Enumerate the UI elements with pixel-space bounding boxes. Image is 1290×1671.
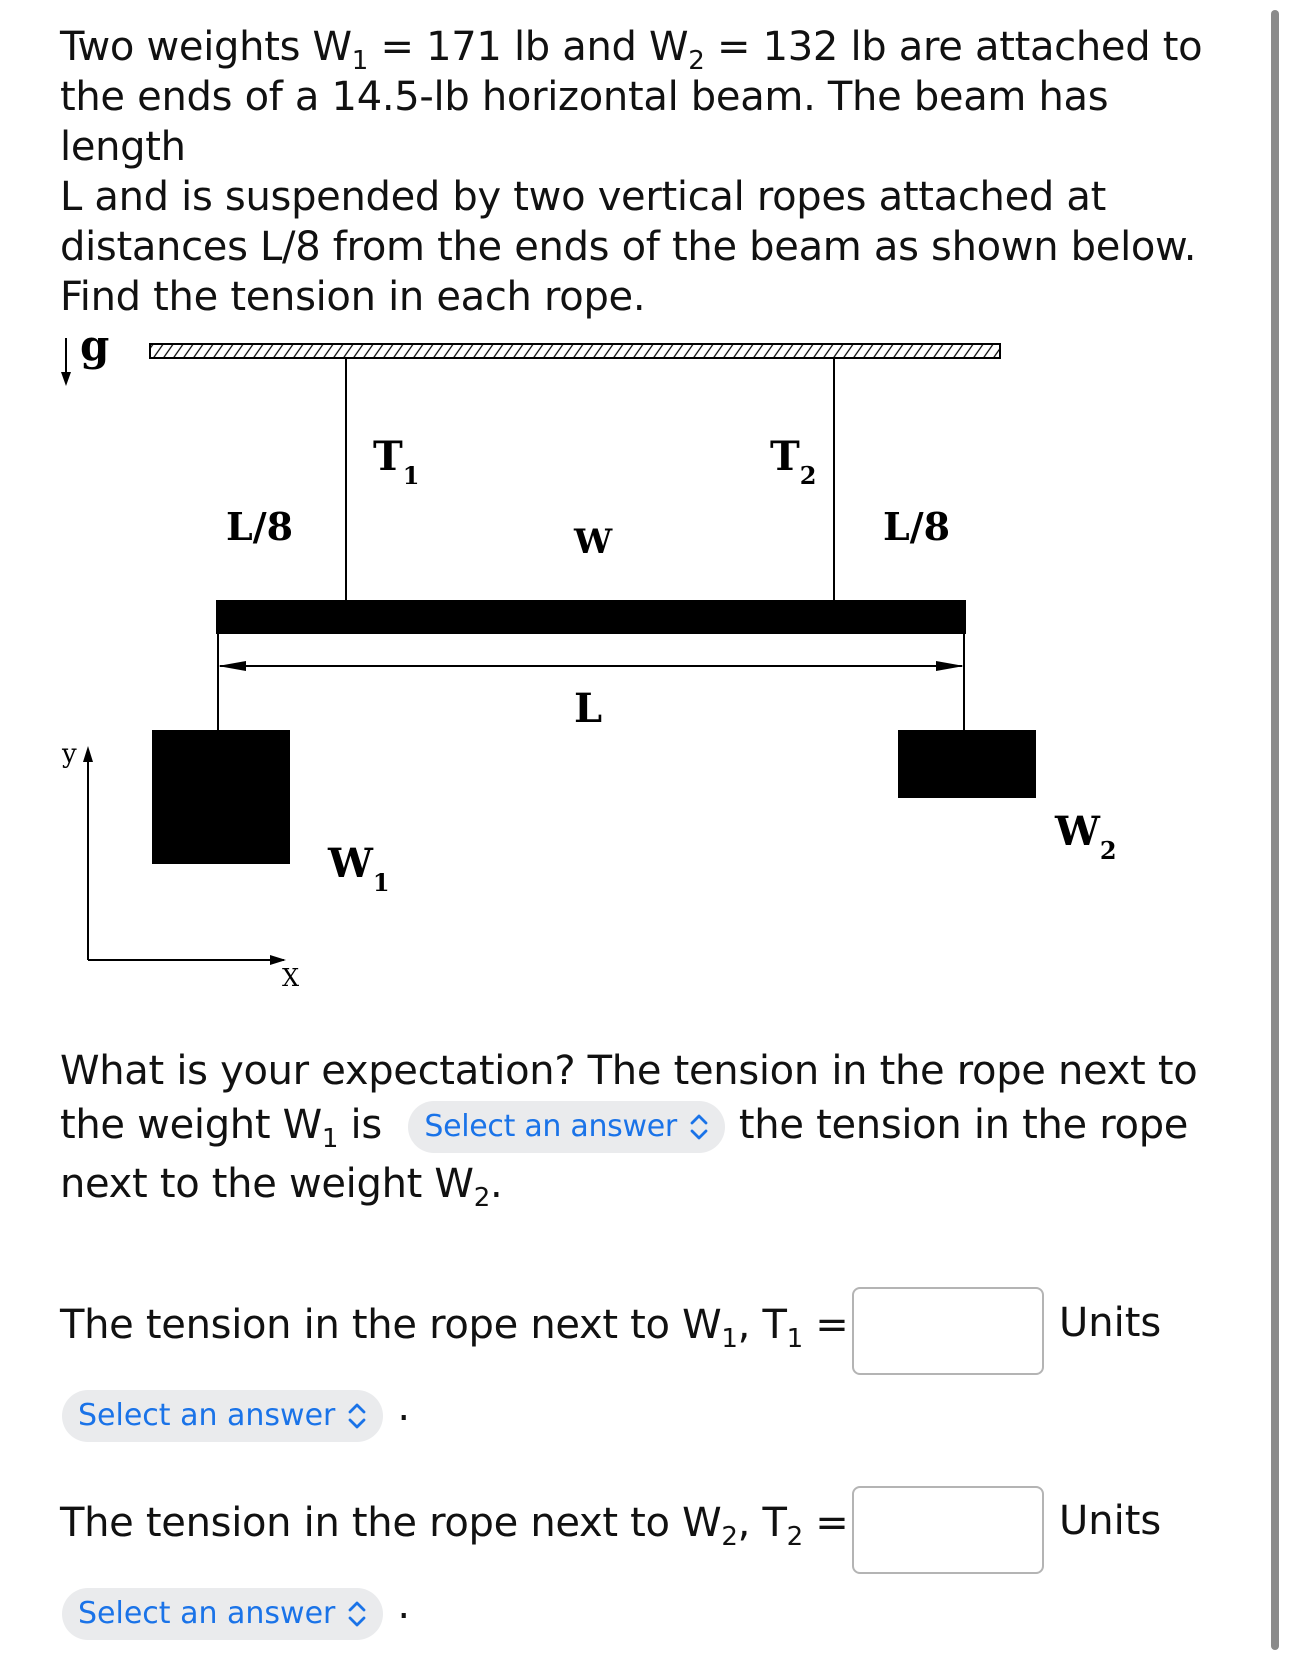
- problem-line-2: the ends of a 14.5-lb horizontal beam. The beam has length: [60, 74, 1109, 170]
- t1-question: The tension in the rope next to $W_1$, $T_1$ =: [60, 1302, 849, 1354]
- beam-weight-label: W: [574, 522, 613, 562]
- problem-statement: [60, 22, 1240, 322]
- t1-units-row: [62, 1384, 410, 1442]
- expectation-line-2: the weight $W_1$ is Select an answer the tension in the rope: [60, 1102, 1189, 1154]
- t1-units-label: Units: [1059, 1300, 1162, 1346]
- t1-label: $T_1$: [373, 433, 420, 490]
- chevron-up-down-icon: [347, 1401, 367, 1431]
- w1-label: $W_1$: [328, 840, 390, 897]
- chevron-up-down-icon: [347, 1599, 367, 1629]
- y-axis-arrowhead: [83, 746, 93, 762]
- beam: [216, 600, 966, 634]
- gravity-arrowhead: [61, 372, 71, 386]
- t2-question: The tension in the rope next to $W_2$, $T_2$ =: [60, 1500, 849, 1552]
- x-axis-label: X: [282, 964, 300, 992]
- t2-units-row: [62, 1582, 410, 1640]
- right-distance-label: L/8: [883, 504, 951, 549]
- t2-units-label: Units: [1059, 1498, 1162, 1544]
- length-arrowhead-left: [218, 661, 246, 671]
- problem-line-5: Find the tension in each rope.: [60, 274, 646, 320]
- length-label: L: [574, 685, 603, 732]
- t2-label: $T_2$: [770, 433, 817, 490]
- problem-line-1: Two weights $W_1 = 171$ lb and $W_2 = 132$ lb are attached to: [60, 24, 1203, 76]
- beam-diagram: [0, 330, 1270, 1010]
- problem-line-3: L and is suspended by two vertical ropes attached at: [60, 174, 1106, 220]
- t1-answer-input[interactable]: [852, 1287, 1044, 1375]
- scrollbar[interactable]: [1271, 10, 1279, 1650]
- problem-line-4: distances L/8 from the ends of the beam as shown below.: [60, 224, 1197, 270]
- w2-label: $W_2$: [1055, 808, 1117, 865]
- ceiling: [150, 344, 1000, 358]
- t2-answer-input[interactable]: [852, 1486, 1044, 1574]
- expectation-line-3: next to the weight $W_2$.: [60, 1161, 503, 1213]
- y-axis-label: y: [62, 739, 77, 769]
- weight-2-block: [898, 730, 1036, 798]
- left-distance-label: L/8: [226, 504, 294, 549]
- t2-period: .: [397, 1582, 411, 1628]
- expectation-question: [60, 1046, 1250, 1213]
- expectation-line-1: What is your expectation? The tension in the rope next to: [60, 1048, 1198, 1094]
- weight-1-block: [152, 730, 290, 864]
- t1-period: .: [397, 1384, 411, 1430]
- t2-units-select[interactable]: Select an answer: [62, 1588, 383, 1640]
- gravity-label: g: [80, 330, 110, 370]
- length-arrowhead-right: [936, 661, 964, 671]
- t1-units-select[interactable]: Select an answer: [62, 1390, 383, 1442]
- expectation-select[interactable]: Select an answer: [408, 1101, 725, 1153]
- chevron-up-down-icon: [689, 1112, 709, 1142]
